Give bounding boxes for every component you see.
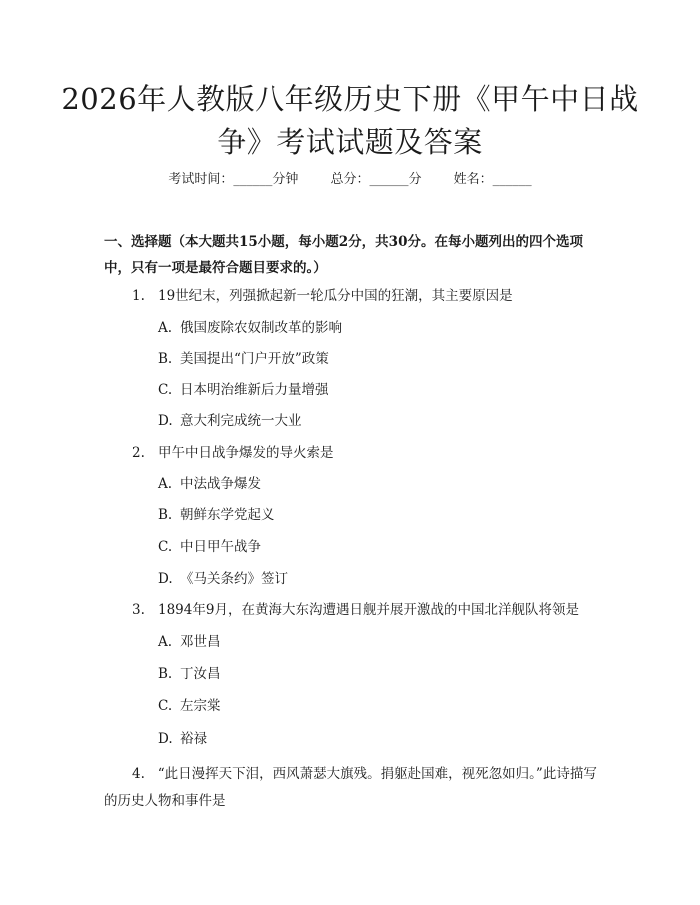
exam-info-line [0,168,700,187]
option-3d: D. 裕禄 [158,731,207,747]
question-number: 4. [132,766,145,782]
option-3b: B. 丁汝昌 [158,666,221,682]
question-text: “此日漫挥天下泪，西风萧瑟大旗残。捐躯赴国难，视死忽如归。”此诗描写的历史人物和事件是 [104,766,597,809]
option-1d: D. 意大利完成统一大业 [158,413,302,429]
question-number: 1. [132,288,145,304]
document-title: 2026年人教版八年级历史下册《甲午中日战争》考试试题及答案 [61,82,639,159]
option-3c: C. 左宗棠 [158,698,221,714]
question-number: 2. [132,445,145,461]
option-2b: B. 朝鲜东学党起义 [158,507,275,523]
option-2a: A. 中法战争爆发 [158,476,261,492]
option-1b: B. 美国提出“门户开放”政策 [158,351,329,367]
option-1a: A. 俄国废除农奴制改革的影响 [158,320,342,336]
student-name-field: 姓名：______ [453,172,532,187]
question-3 [132,598,579,618]
section-header: 一、选择题（本大题共15小题，每小题2分，共30分。在每小题列出的四个选项中，只有一项是最符合题目要求的。） [104,234,583,276]
option-2d: D. 《马关条约》签订 [158,571,288,587]
question-1 [132,284,513,304]
question-text: 1894年9月，在黄海大东沟遭遇日舰并展开激战的中国北洋舰队将领是 [158,602,579,618]
question-4 [104,761,602,815]
option-3a: A. 邓世昌 [158,634,221,650]
question-text: 19世纪末，列强掀起新一轮瓜分中国的狂潮，其主要原因是 [158,288,513,304]
question-text: 甲午中日战争爆发的导火索是 [158,445,334,461]
question-2 [132,441,334,461]
option-1c: C. 日本明治维新后力量增强 [158,382,329,398]
option-2c: C. 中日甲午战争 [158,539,261,555]
total-score-field: 总分：______分 [330,172,422,187]
question-number: 3. [132,602,145,618]
exam-time-field: 考试时间：______分钟 [168,172,299,187]
